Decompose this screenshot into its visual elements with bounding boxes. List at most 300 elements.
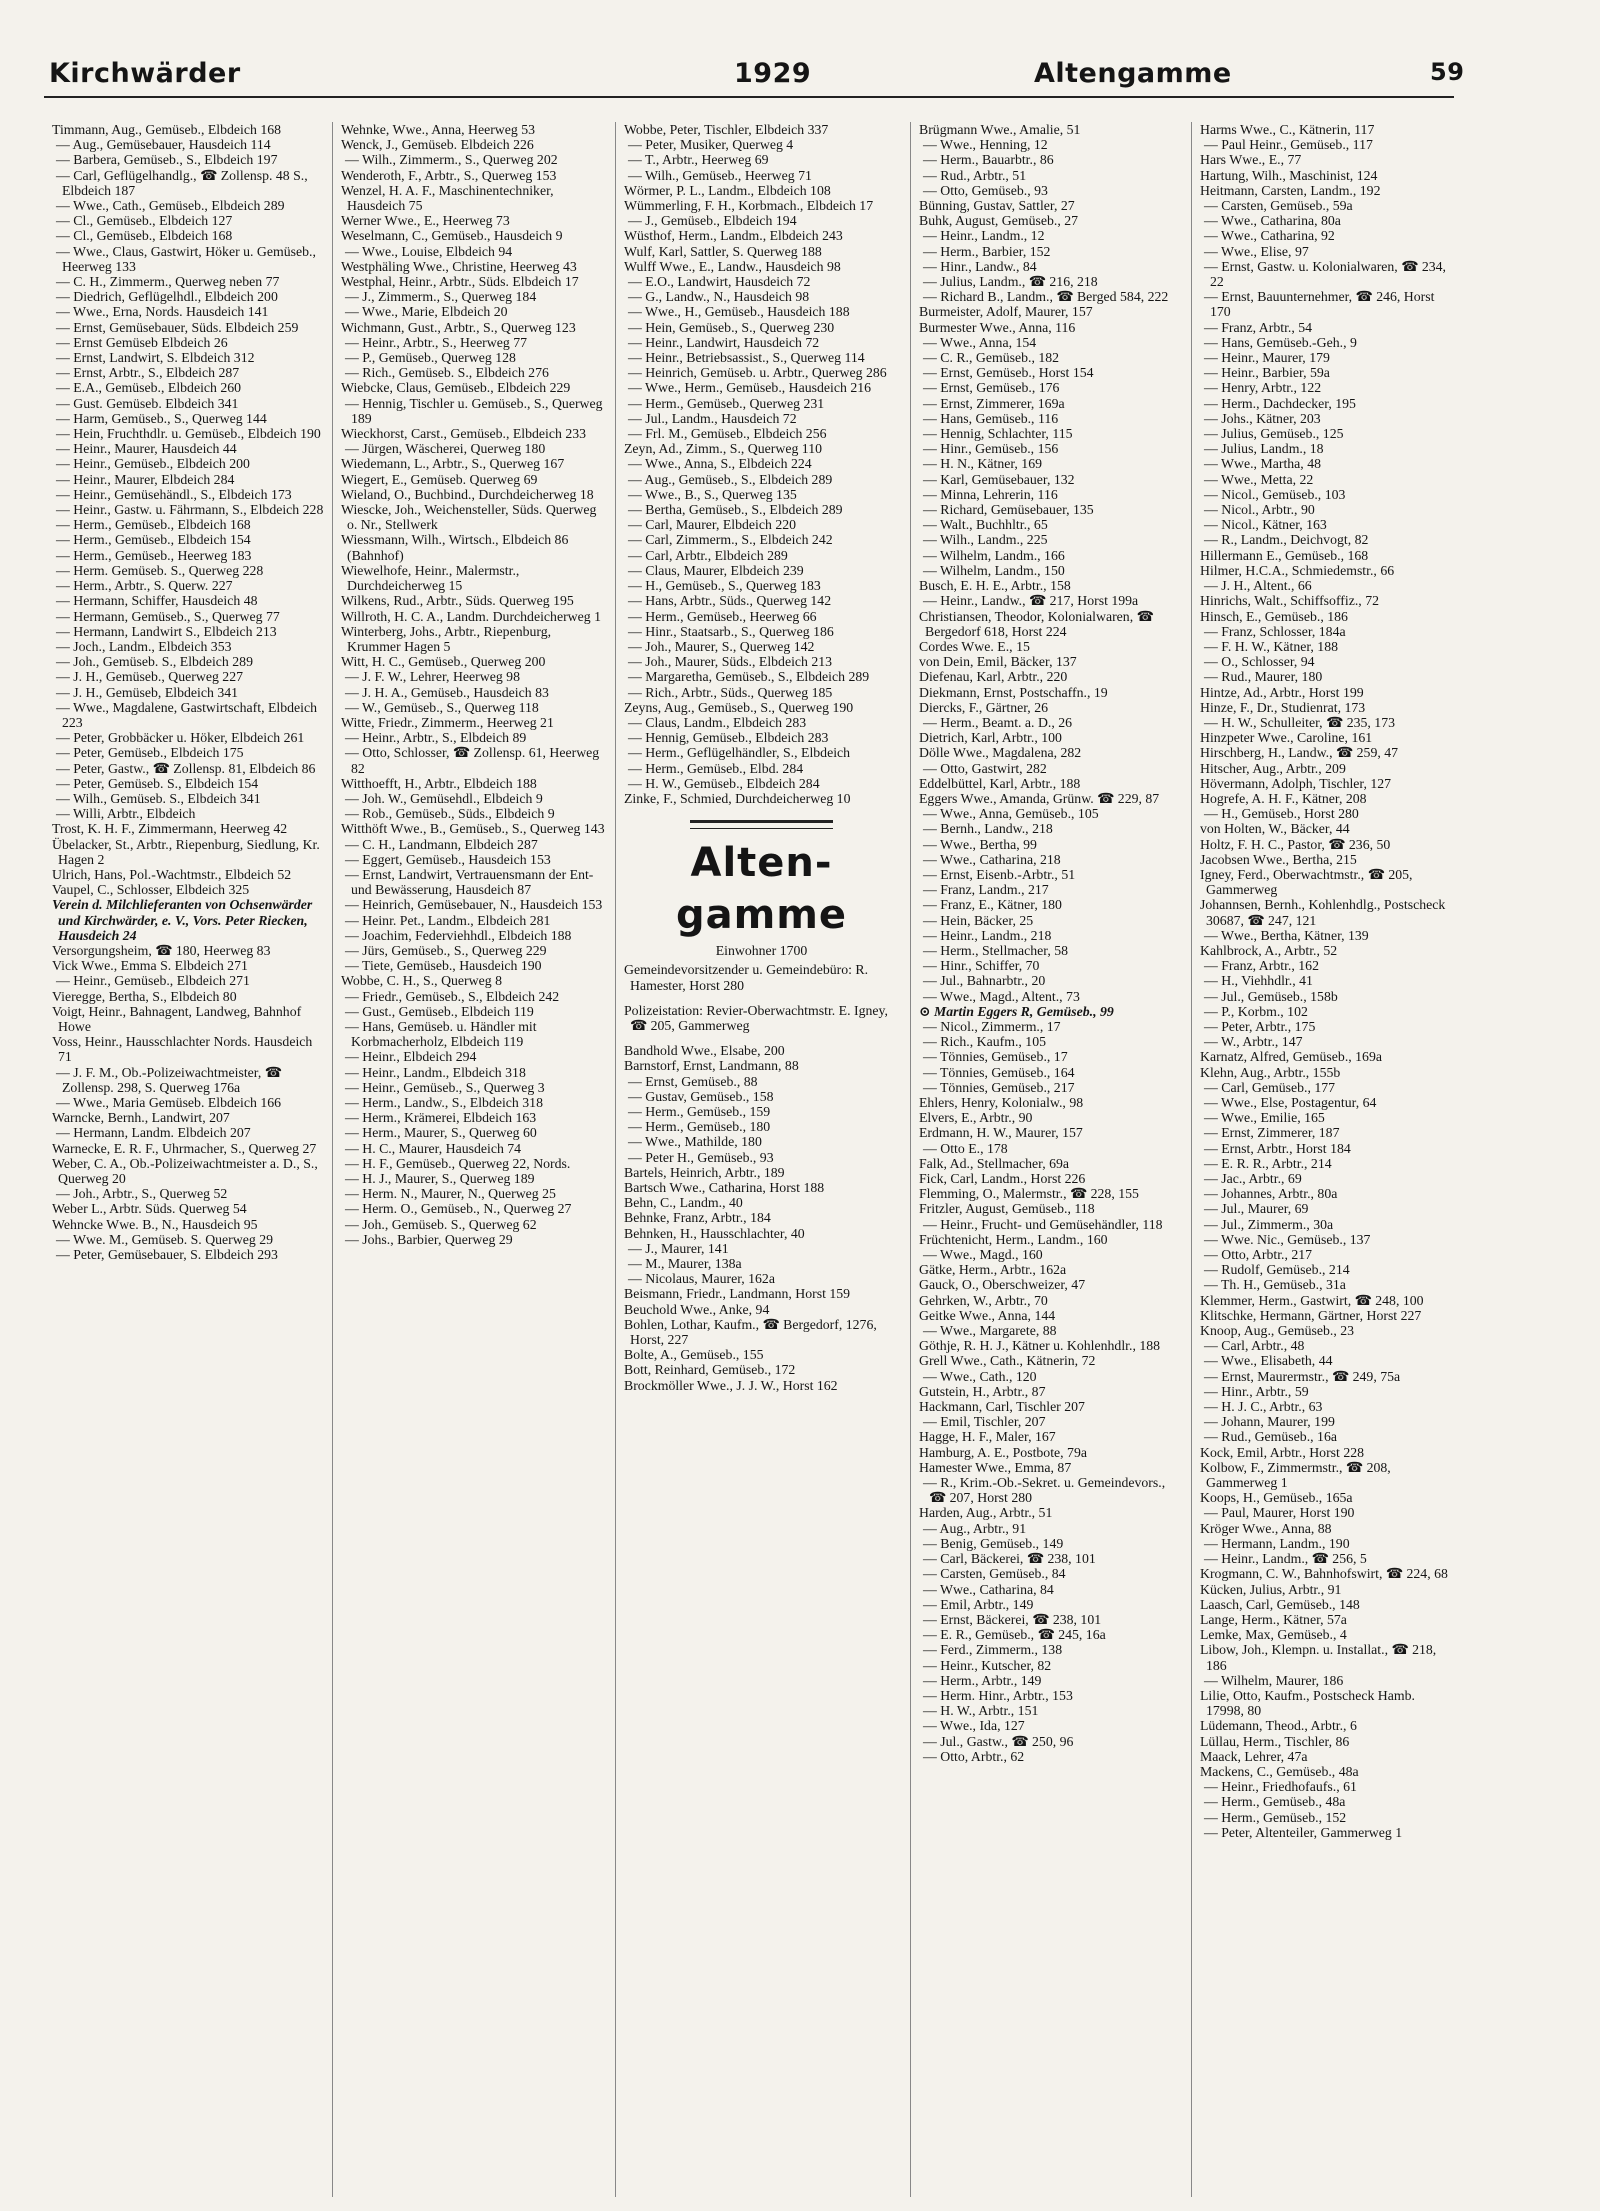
- directory-entry: — Minna, Lehrerin, 116: [923, 486, 1058, 502]
- directory-entry: — Heinr., Maurer, Elbdeich 284: [56, 471, 235, 487]
- directory-entry: Klehn, Aug., Arbtr., 155b: [1200, 1064, 1341, 1080]
- directory-entry: Wümmerling, F. H., Korbmach., Elbdeich 17: [624, 198, 874, 214]
- directory-entry: Weber L., Arbtr. Süds. Querweg 54: [52, 1201, 247, 1217]
- directory-entry: Diefenau, Karl, Arbtr., 220: [919, 669, 1068, 685]
- directory-entry: — Rich., Arbtr., Süds., Querweg 185: [628, 684, 833, 700]
- directory-entry: — Richard, Gemüsebauer, 135: [923, 502, 1094, 518]
- directory-entry: Diekmann, Ernst, Postschaffn., 19: [919, 684, 1108, 700]
- directory-entry: — Ernst, Gemüseb., 176: [923, 380, 1060, 396]
- directory-entry: Hamburg, A. E., Postbote, 79a: [919, 1444, 1087, 1460]
- directory-entry: Lüdemann, Theod., Arbtr., 6: [1200, 1718, 1357, 1734]
- directory-entry: — Wilh., Landm., 225: [923, 532, 1048, 548]
- directory-entry: — Peter, Altenteiler, Gammerweg 1: [1204, 1824, 1403, 1840]
- directory-entry: — Hinr., Landw., 84: [923, 258, 1037, 274]
- directory-entry: Kolbow, F., Zimmermstr., ☎ 208, Gammerweg 1: [1200, 1459, 1391, 1491]
- directory-entry: — Cl., Gemüseb., Elbdeich 127: [56, 213, 233, 229]
- directory-entry: — Wwe., H., Gemüseb., Hausdeich 188: [628, 304, 850, 320]
- directory-entry: — Wwe., Herm., Gemüseb., Hausdeich 216: [628, 380, 872, 396]
- directory-entry: — Herm., Stellmacher, 58: [923, 942, 1069, 958]
- directory-entry: — Benig, Gemüseb., 149: [923, 1535, 1064, 1551]
- directory-entry: — Heinr., Elbdeich 294: [345, 1049, 477, 1065]
- directory-entry: Elvers, E., Arbtr., 90: [919, 1110, 1033, 1126]
- directory-entry: — Herm., Arbtr., 149: [923, 1672, 1042, 1688]
- directory-entry: — Wwe., Claus, Gastwirt, Höker u. Gemüseb., Heerweg 133: [56, 243, 316, 274]
- directory-entry: Wenderoth, F., Arbtr., S., Querweg 153: [341, 167, 557, 183]
- directory-entry: Hackmann, Carl, Tischler 207: [919, 1399, 1085, 1415]
- directory-entry: — Gust., Gemüseb., Elbdeich 119: [345, 1003, 534, 1019]
- directory-entry: — Herm., Gemüseb., 180: [628, 1119, 771, 1135]
- directory-entry: Barnstorf, Ernst, Landmann, 88: [624, 1058, 799, 1074]
- directory-entry: — H., Gemüseb., S., Querweg 183: [628, 578, 821, 594]
- directory-entry: Wobbe, Peter, Tischler, Elbdeich 337: [624, 122, 829, 137]
- directory-entry: — Herm., Beamt. a. D., 26: [923, 714, 1073, 730]
- directory-entry: — Herm., Arbtr., S. Querw. 227: [56, 578, 233, 594]
- directory-entry: Bartels, Heinrich, Arbtr., 189: [624, 1164, 785, 1180]
- directory-entry: — H., Viehhdlr., 41: [1204, 973, 1313, 989]
- directory-entry: von Holten, W., Bäcker, 44: [1200, 821, 1350, 837]
- directory-entry: Geitke Wwe., Anna, 144: [919, 1307, 1056, 1323]
- directory-entry: — Julius, Landm., ☎ 216, 218: [923, 274, 1098, 290]
- directory-entry: — Otto, Arbtr., 217: [1204, 1247, 1313, 1263]
- directory-entry: Witt, H. C., Gemüseb., Querweg 200: [341, 654, 546, 670]
- directory-entry: — Julius, Landm., 18: [1204, 441, 1324, 457]
- directory-entry: Trost, K. H. F., Zimmermann, Heerweg 42: [52, 821, 288, 837]
- directory-entry: Kücken, Julius, Arbtr., 91: [1200, 1581, 1342, 1597]
- directory-entry: — Diedrich, Geflügelhdl., Elbdeich 200: [56, 289, 278, 305]
- directory-entry: — Rich., Gemüseb. S., Elbdeich 276: [345, 365, 549, 381]
- directory-entry: — Wwe., Magd., 160: [923, 1247, 1043, 1263]
- directory-entry: Lemke, Max, Gemüseb., 4: [1200, 1627, 1347, 1643]
- directory-entry: — Carsten, Gemüseb., 84: [923, 1566, 1066, 1582]
- directory-entry: Bandhold Wwe., Elsabe, 200: [624, 1043, 785, 1059]
- directory-entry: Falk, Ad., Stellmacher, 69a: [919, 1155, 1070, 1171]
- directory-entry: ⊙ Martin Eggers R, Gemüseb., 99: [919, 1003, 1114, 1019]
- directory-entry: — Wilh., Zimmerm., S., Querweg 202: [345, 152, 558, 168]
- directory-entry: — Joh., Gemüseb. S., Querweg 62: [345, 1216, 537, 1232]
- directory-entry: — Hinr., Schiffer, 70: [923, 958, 1040, 974]
- directory-entry: — J., Zimmerm., S., Querweg 184: [345, 289, 537, 305]
- directory-entry: Wichmann, Gust., Arbtr., S., Querweg 123: [341, 319, 576, 335]
- directory-entry: — J. H. A., Gemüseb., Hausdeich 83: [345, 684, 549, 700]
- directory-entry: — Carl, Arbtr., Elbdeich 289: [628, 547, 788, 563]
- directory-entry: — Wwe., Else, Postagentur, 64: [1204, 1095, 1377, 1110]
- directory-entry: Libow, Joh., Klempn. u. Installat., ☎ 218, 186: [1200, 1642, 1437, 1673]
- directory-entry: — Carsten, Gemüseb., 59a: [1204, 198, 1353, 214]
- header-left-title: Kirchwärder: [49, 58, 241, 89]
- directory-entry: Hirschberg, H., Landw., ☎ 259, 47: [1200, 745, 1399, 761]
- directory-entry: — Hinr., Staatsarb., S., Querweg 186: [628, 623, 834, 639]
- directory-entry: Jacobsen Wwe., Bertha, 215: [1200, 851, 1357, 867]
- directory-entry: — Herm., Barbier, 152: [923, 243, 1051, 259]
- directory-entry: — Carl, Gemüseb., 177: [1204, 1079, 1336, 1095]
- directory-entry: Witthoefft, H., Arbtr., Elbdeich 188: [341, 775, 537, 791]
- directory-entry: — Wwe., Elise, 97: [1204, 243, 1309, 259]
- directory-entry: — T., Arbtr., Heerweg 69: [628, 152, 769, 168]
- directory-entry: — Wilh., Gemüseb., Heerweg 71: [628, 167, 812, 183]
- directory-entry: — Cl., Gemüseb., Elbdeich 168: [56, 228, 233, 244]
- directory-entry: Fritzler, August, Gemüseb., 118: [919, 1201, 1095, 1217]
- directory-entry: Maack, Lehrer, 47a: [1200, 1748, 1308, 1764]
- directory-entry: — Wwe., Cath., Gemüseb., Elbdeich 289: [56, 198, 285, 214]
- directory-entry: — Wwe., Bertha, 99: [923, 836, 1037, 852]
- directory-entry: — Richard B., Landm., ☎ Berged 584, 222: [923, 289, 1169, 305]
- directory-entry: — Herm. N., Maurer, N., Querweg 25: [345, 1186, 556, 1202]
- directory-entry: — Heinr., Arbtr., S., Elbdeich 89: [345, 730, 527, 746]
- directory-entry: — Otto, Schlosser, ☎ Zollensp. 61, Heerweg 82: [345, 745, 600, 776]
- residents-count: Einwohner 1700: [715, 943, 808, 959]
- directory-entry: — Franz, Landm., 217: [923, 882, 1049, 898]
- directory-entry: — Heinr., Gemüsehändl., S., Elbdeich 173: [56, 486, 292, 502]
- directory-entry: — Heinr., Friedhofaufs., 61: [1204, 1779, 1357, 1795]
- directory-entry: Busch, E. H. E., Arbtr., 158: [919, 578, 1071, 594]
- directory-entry: Wüsthof, Herm., Landm., Elbdeich 243: [624, 228, 843, 244]
- directory-entry: Hamester Wwe., Emma, 87: [919, 1459, 1072, 1475]
- directory-entry: — Johs., Barbier, Querweg 29: [345, 1231, 513, 1247]
- directory-entry: — Nicolaus, Maurer, 162a: [628, 1271, 775, 1287]
- directory-entry: — Peter H., Gemüseb., 93: [628, 1149, 774, 1165]
- directory-entry: Brockmöller Wwe., J. J. W., Horst 162: [624, 1377, 838, 1393]
- directory-entry: Wenck, J., Gemüseb. Elbdeich 226: [341, 137, 534, 153]
- directory-entry: — Carl, Arbtr., 48: [1204, 1338, 1305, 1354]
- directory-entry: — Jul., Maurer, 69: [1204, 1201, 1309, 1217]
- directory-entry: — Herm., Landw., S., Elbdeich 318: [345, 1095, 543, 1110]
- directory-entry: Früchtenicht, Herm., Landm., 160: [919, 1231, 1108, 1247]
- directory-entry: — Ernst, Arbtr., Horst 184: [1204, 1140, 1351, 1156]
- directory-entry: — Hans, Gemüseb.-Geh., 9: [1204, 334, 1357, 350]
- directory-entry: — Wilhelm, Landm., 150: [923, 562, 1065, 578]
- directory-entry: — Ernst, Bauunternehmer, ☎ 246, Horst 170: [1204, 289, 1435, 320]
- directory-entry: Voss, Heinr., Hausschlachter Nords. Hausdeich 71: [52, 1034, 313, 1065]
- directory-entry: — J. H., Gemüseb., Querweg 227: [56, 669, 243, 685]
- directory-entry: — Jul., Gastw., ☎ 250, 96: [923, 1733, 1074, 1749]
- directory-entry: — Tiete, Gemüseb., Hausdeich 190: [345, 958, 542, 974]
- directory-entry: — Heinr., Landm., ☎ 256, 5: [1204, 1551, 1367, 1567]
- directory-entry: Verein d. Milchlieferanten von Ochsenwärder und Kirchwärder, e. V., Vors. Peter Riecken, Hausdeich 24: [52, 897, 313, 943]
- directory-entry: Lilie, Otto, Kaufm., Postscheck Hamb. 17998, 80: [1200, 1687, 1415, 1719]
- directory-entry: Hövermann, Adolph, Tischler, 127: [1200, 775, 1392, 791]
- directory-entry: Kahlbrock, A., Arbtr., 52: [1200, 942, 1338, 958]
- directory-entry: Hartung, Wilh., Maschinist, 124: [1200, 167, 1378, 183]
- directory-entry: Hinrichs, Walt., Schiffsoffiz., 72: [1200, 593, 1379, 609]
- directory-entry: — Joh., Maurer, Süds., Elbdeich 213: [628, 654, 833, 670]
- directory-entry: — Herm. Gemüseb. S., Querweg 228: [56, 562, 264, 578]
- directory-entry: — E. R. R., Arbtr., 214: [1204, 1155, 1332, 1171]
- directory-entry: — Hermann, Gemüseb., S., Querweg 77: [56, 608, 280, 624]
- directory-entry: Wiedemann, L., Arbtr., S., Querweg 167: [341, 456, 565, 472]
- directory-entry: — Wwe., Magdalene, Gastwirtschaft, Elbdeich 223: [56, 699, 318, 730]
- directory-entry: — Hermann, Schiffer, Hausdeich 48: [56, 593, 258, 609]
- directory-entry: — Friedr., Gemüseb., S., Elbdeich 242: [345, 988, 560, 1004]
- directory-entry: — Herm., Krämerei, Elbdeich 163: [345, 1110, 537, 1126]
- directory-entry: Burmester Wwe., Anna, 116: [919, 319, 1076, 335]
- directory-entry: — J. F. M., Ob.-Polizeiwachtmeister, ☎ Zollensp. 298, S. Querweg 176a: [56, 1064, 282, 1095]
- directory-entry: — Nicol., Kätner, 163: [1204, 517, 1327, 533]
- directory-entry: Wiessmann, Wilh., Wirtsch., Elbdeich 86 (Bahnhof): [341, 532, 569, 563]
- directory-entry: — Carl, Geflügelhandlg., ☎ Zollensp. 48 S., Elbdeich 187: [56, 167, 308, 198]
- directory-entry: — Ernst, Arbtr., S., Elbdeich 287: [56, 365, 240, 381]
- directory-entry: Willroth, H. C. A., Landm. Durchdeicherweg 1: [341, 608, 601, 624]
- directory-entry: Beuchold Wwe., Anke, 94: [624, 1301, 770, 1317]
- directory-entry: — Gustav, Gemüseb., 158: [628, 1088, 774, 1104]
- directory-entry: — Hinr., Gemüseb., 156: [923, 441, 1059, 457]
- directory-entry: — Herm., Bauarbtr., 86: [923, 152, 1054, 168]
- directory-entry: — Peter, Musiker, Querweg 4: [628, 137, 794, 153]
- directory-entry: Knoop, Aug., Gemüseb., 23: [1200, 1323, 1355, 1339]
- directory-entry: Wulff Wwe., E., Landw., Hausdeich 98: [624, 258, 841, 274]
- directory-entry: Hinze, F., Dr., Studienrat, 173: [1200, 699, 1366, 715]
- directory-entry: — Joh., Gemüseb. S., Elbdeich 289: [56, 654, 253, 670]
- directory-entry: — Wwe., Cath., 120: [923, 1368, 1037, 1384]
- directory-entry: — Herm., Dachdecker, 195: [1204, 395, 1356, 411]
- directory-entry: — J. F. W., Lehrer, Heerweg 98: [345, 669, 520, 685]
- directory-entry: — Ferd., Zimmerm., 138: [923, 1642, 1063, 1658]
- directory-entry: Mackens, C., Gemüseb., 48a: [1200, 1763, 1359, 1779]
- directory-entry: Hilmer, H.C.A., Schmiedemstr., 66: [1200, 562, 1395, 578]
- directory-entry: — H. N., Kätner, 169: [923, 456, 1042, 472]
- directory-entry: — Hans, Gemüseb. u. Händler mit Korbmacherholz, Elbdeich 119: [345, 1018, 537, 1050]
- directory-entry: — Wwe., Catharina, 80a: [1204, 213, 1341, 229]
- directory-entry: Behnken, H., Hausschlachter, 40: [624, 1225, 805, 1241]
- directory-entry: — H. W., Schulleiter, ☎ 235, 173: [1204, 714, 1396, 730]
- directory-entry: — Emil, Tischler, 207: [923, 1414, 1046, 1430]
- directory-entry: — Hinr., Arbtr., 59: [1204, 1383, 1309, 1399]
- directory-entry: Timmann, Aug., Gemüseb., Elbdeich 168: [52, 122, 282, 137]
- directory-entry: — P., Korbm., 102: [1204, 1003, 1308, 1019]
- directory-entry: — Eggert, Gemüseb., Hausdeich 153: [345, 851, 551, 867]
- directory-entry: Warncke, Bernh., Landwirt, 207: [52, 1110, 230, 1126]
- directory-entry: — Wwe., Catharina, 92: [1204, 228, 1335, 244]
- directory-entry: — J., Maurer, 141: [628, 1240, 729, 1256]
- directory-entry: Wiescke, Joh., Weichensteller, Süds. Querweg o. Nr., Stellwerk: [341, 502, 597, 533]
- directory-entry: Burmeister, Adolf, Maurer, 157: [919, 304, 1093, 320]
- directory-entry: — Ernst, Zimmerer, 187: [1204, 1125, 1340, 1141]
- directory-entry: — J. H., Altent., 66: [1204, 578, 1312, 594]
- directory-entry: — Herm., Gemüseb., Heerweg 183: [56, 547, 252, 563]
- directory-entry: Hillermann E., Gemüseb., 168: [1200, 547, 1369, 563]
- directory-entry: — Aug., Gemüseb., S., Elbdeich 289: [628, 471, 833, 487]
- directory-entry: — Hennig, Schlachter, 115: [923, 426, 1073, 442]
- directory-entry: — Karl, Gemüsebauer, 132: [923, 471, 1075, 487]
- directory-entry: — Ernst, Eisenb.-Arbtr., 51: [923, 866, 1076, 882]
- directory-entry: — Wwe., Marie, Elbdeich 20: [345, 304, 508, 320]
- directory-entry: — Barbera, Gemüseb., S., Elbdeich 197: [56, 152, 278, 168]
- directory-entry: — R., Landm., Deichvogt, 82: [1204, 532, 1369, 548]
- directory-entry: — Wwe., Maria Gemüseb. Elbdeich 166: [56, 1095, 282, 1110]
- directory-entry: — Wwe., Henning, 12: [923, 137, 1048, 153]
- directory-entry: Johannsen, Bernh., Kohlenhdlg., Postscheck 30687, ☎ 247, 121: [1200, 897, 1446, 928]
- directory-entry: — H. J., Maurer, S., Querweg 189: [345, 1171, 535, 1187]
- directory-entry: — Heinr., Landm., 12: [923, 228, 1045, 244]
- directory-entry: — Herm., Gemüseb., Elbdeich 154: [56, 532, 251, 548]
- directory-entry: Winterberg, Johs., Arbtr., Riepenburg, Krummer Hagen 5: [341, 623, 552, 654]
- page-header: [44, 56, 1465, 98]
- directory-entry: — H. C., Maurer, Hausdeich 74: [345, 1140, 522, 1156]
- directory-entry: Christiansen, Theodor, Kolonialwaren, ☎ Bergedorf 618, Horst 224: [919, 608, 1154, 639]
- directory-entry: — Paul, Maurer, Horst 190: [1204, 1505, 1355, 1521]
- header-year: 1929: [734, 58, 812, 89]
- directory-entry: — Peter, Gemüseb., Elbdeich 175: [56, 745, 244, 761]
- directory-entry: Wiebcke, Claus, Gemüseb., Elbdeich 229: [341, 380, 571, 396]
- directory-entry: — Peter, Gemüsebauer, S. Elbdeich 293: [56, 1247, 278, 1263]
- directory-entry: Kröger Wwe., Anna, 88: [1200, 1520, 1332, 1536]
- directory-entry: — Wilhelm, Maurer, 186: [1204, 1672, 1344, 1688]
- directory-entry: — Hein, Gemüseb., S., Querweg 230: [628, 319, 835, 335]
- directory-entry: — Wwe., Anna, 154: [923, 334, 1037, 350]
- directory-entry: — H. W., Gemüseb., Elbdeich 284: [628, 775, 820, 791]
- column-3: [615, 122, 907, 2197]
- directory-entry: — Rich., Kaufm., 105: [923, 1034, 1047, 1050]
- directory-entry: — J. H., Gemüseb, Elbdeich 341: [56, 684, 239, 700]
- directory-entry: — Peter, Arbtr., 175: [1204, 1018, 1316, 1034]
- directory-entry: Ehlers, Henry, Kolonialw., 98: [919, 1095, 1084, 1110]
- directory-entry: Bolte, A., Gemüseb., 155: [624, 1347, 764, 1363]
- directory-entry: — Franz, Arbtr., 162: [1204, 958, 1319, 974]
- column-4: [910, 122, 1188, 2197]
- directory-entry: Westphäling Wwe., Christine, Heerweg 43: [341, 258, 577, 274]
- directory-entry: Krogmann, C. W., Bahnhofswirt, ☎ 224, 68: [1200, 1566, 1448, 1582]
- directory-entry: — Ernst, Gemüseb., Horst 154: [923, 365, 1094, 381]
- directory-entry: — Joh. W., Gemüsehdl., Elbdeich 9: [345, 790, 543, 806]
- directory-entry: — Wwe., Catharina, 84: [923, 1581, 1054, 1597]
- directory-entry: — Herm., Geflügelhändler, S., Elbdeich: [628, 745, 851, 761]
- directory-entry: — Peter, Grobbäcker u. Höker, Elbdeich 261: [56, 730, 305, 746]
- directory-entry: Laasch, Carl, Gemüseb., 148: [1200, 1596, 1360, 1612]
- directory-entry: Wenzel, H. A. F., Maschinentechniker, Hausdeich 75: [341, 182, 554, 214]
- directory-entry: — Jul., Bahnarbtr., 20: [923, 973, 1046, 989]
- directory-entry: Gutstein, H., Arbtr., 87: [919, 1383, 1046, 1399]
- directory-entry: — Tönnies, Gemüseb., 164: [923, 1064, 1075, 1080]
- directory-entry: — C. H., Landmann, Elbdeich 287: [345, 836, 538, 852]
- directory-entry: — Wwe., Anna, S., Elbdeich 224: [628, 456, 812, 472]
- directory-entry: Flemming, O., Malermstr., ☎ 228, 155: [919, 1186, 1139, 1202]
- directory-entry: Karnatz, Alfred, Gemüseb., 169a: [1200, 1049, 1382, 1065]
- directory-entry: — Wwe., Catharina, 218: [923, 851, 1061, 867]
- directory-entry: — Herm., Gemüseb., 48a: [1204, 1794, 1346, 1810]
- directory-entry: Hinzpeter Wwe., Caroline, 161: [1200, 730, 1373, 746]
- directory-entry: von Dein, Emil, Bäcker, 137: [919, 654, 1077, 670]
- directory-entry: — Nicol., Arbtr., 90: [1204, 502, 1315, 518]
- directory-entry: Voigt, Heinr., Bahnagent, Landweg, Bahnhof Howe: [52, 1003, 302, 1034]
- directory-entry: Klitschke, Hermann, Gärtner, Horst 227: [1200, 1307, 1422, 1323]
- directory-entry: — Rud., Arbtr., 51: [923, 167, 1027, 183]
- directory-entry: Cordes Wwe. E., 15: [919, 638, 1030, 654]
- directory-entry: — Heinr., Gemüseb., S., Querweg 3: [345, 1079, 545, 1095]
- directory-entry: Wehnke, Wwe., Anna, Heerweg 53: [341, 122, 536, 137]
- directory-entry: — C. R., Gemüseb., 182: [923, 350, 1060, 366]
- directory-entry: — Ernst, Bäckerei, ☎ 238, 101: [923, 1611, 1102, 1627]
- directory-entry: Gehrken, W., Arbtr., 70: [919, 1292, 1048, 1308]
- directory-entry: — Jürs, Gemüseb., S., Querweg 229: [345, 942, 547, 958]
- directory-entry: — O., Schlosser, 94: [1204, 654, 1315, 670]
- directory-entry: Zeyns, Aug., Gemüseb., S., Querweg 190: [624, 699, 854, 715]
- directory-entry: — H. J. C., Arbtr., 63: [1204, 1399, 1323, 1415]
- directory-entry: — Bernh., Landw., 218: [923, 821, 1053, 837]
- directory-entry: — Heinr., Arbtr., S., Heerweg 77: [345, 334, 528, 350]
- directory-entry: — Heinr., Barbier, 59a: [1204, 365, 1330, 381]
- directory-entry: — Claus, Landm., Elbdeich 283: [628, 714, 807, 730]
- directory-entry: Wehncke Wwe. B., N., Hausdeich 95: [52, 1216, 258, 1232]
- directory-entry: Werner Wwe., E., Heerweg 73: [341, 213, 510, 229]
- directory-entry: — R., Krim.-Ob.-Sekret. u. Gemeindevors., ☎ 207, Horst 280: [923, 1475, 1166, 1506]
- directory-entry: — W., Gemüseb., S., Querweg 118: [345, 699, 539, 715]
- directory-entry: — Johs., Kätner, 203: [1204, 410, 1321, 426]
- directory-entry: Zeyn, Ad., Zimm., S., Querweg 110: [624, 441, 822, 457]
- directory-entry: — Hennig, Tischler u. Gemüseb., S., Querweg 189: [345, 395, 603, 426]
- directory-entry: — Ernst, Maurermstr., ☎ 249, 75a: [1204, 1368, 1401, 1384]
- section-title-line-1: Alten-: [690, 840, 833, 887]
- directory-entry: — Ernst, Landwirt, Vertrauensmann der Ent- und Bewässerung, Hausdeich 87: [345, 866, 594, 898]
- directory-entry: — Wwe., Martha, 48: [1204, 456, 1321, 472]
- directory-entry: Harms Wwe., C., Kätnerin, 117: [1200, 122, 1375, 137]
- directory-entry: — Wwe., Ida, 127: [923, 1718, 1025, 1734]
- directory-entry: — Wwe., Mathilde, 180: [628, 1134, 762, 1150]
- directory-entry: Witte, Friedr., Zimmerm., Heerweg 21: [341, 714, 554, 730]
- directory-entry: Vaupel, C., Schlosser, Elbdeich 325: [52, 882, 250, 898]
- header-right-title: Altengamme: [1034, 58, 1232, 89]
- directory-entry: — Carl, Maurer, Elbdeich 220: [628, 517, 797, 533]
- directory-entry: Vieregge, Bertha, S., Elbdeich 80: [52, 988, 237, 1004]
- directory-entry: — Jul., Zimmerm., 30a: [1204, 1216, 1334, 1232]
- directory-entry: — Willi, Arbtr., Elbdeich: [56, 806, 196, 822]
- directory-entry: Eddelbüttel, Karl, Arbtr., 188: [919, 775, 1081, 791]
- directory-entry: — Harm, Gemüseb., S., Querweg 144: [56, 410, 267, 426]
- directory-entry: Grell Wwe., Cath., Kätnerin, 72: [919, 1353, 1096, 1369]
- directory-entry: — Johann, Maurer, 199: [1204, 1414, 1335, 1430]
- directory-entry: — Hein, Bäcker, 25: [923, 912, 1034, 928]
- directory-entry: Klemmer, Herm., Gastwirt, ☎ 248, 100: [1200, 1292, 1424, 1308]
- police-info: Polizeistation: Revier-Oberwachtmstr. E. Igney, ☎ 205, Gammerweg: [624, 1002, 888, 1033]
- directory-entry: — Nicol., Zimmerm., 17: [923, 1018, 1061, 1034]
- directory-entry: — Wilhelm, Landm., 166: [923, 547, 1065, 563]
- directory-entry: — Heinr., Landwirt, Hausdeich 72: [628, 334, 820, 350]
- directory-entry: — Joh., Maurer, S., Querweg 142: [628, 638, 815, 654]
- directory-entry: Beismann, Friedr., Landmann, Horst 159: [624, 1286, 851, 1302]
- section-divider: [690, 820, 833, 829]
- directory-entry: — Wilh., Gemüseb. S., Elbdeich 341: [56, 790, 261, 806]
- directory-entry: — Claus, Maurer, Elbdeich 239: [628, 562, 804, 578]
- directory-entry: — Heinr., Maurer, Hausdeich 44: [56, 441, 237, 457]
- directory-entry: Bünning, Gustav, Sattler, 27: [919, 198, 1075, 214]
- directory-entry: — Wwe., Elisabeth, 44: [1204, 1353, 1333, 1369]
- directory-entry: — Heinr., Landm., Elbdeich 318: [345, 1064, 526, 1080]
- directory-entry: — Jac., Arbtr., 69: [1204, 1171, 1302, 1187]
- directory-entry: — Aug., Arbtr., 91: [923, 1520, 1027, 1536]
- directory-entry: — W., Arbtr., 147: [1204, 1034, 1303, 1050]
- directory-entry: Kock, Emil, Arbtr., Horst 228: [1200, 1444, 1365, 1460]
- directory-entry: Behnke, Franz, Arbtr., 184: [624, 1210, 771, 1226]
- directory-entry: Dölle Wwe., Magdalena, 282: [919, 745, 1082, 761]
- column-1: [44, 122, 329, 2197]
- directory-entry: — Julius, Gemüseb., 125: [1204, 426, 1344, 442]
- directory-entry: — C. H., Zimmerm., Querweg neben 77: [56, 274, 280, 290]
- directory-entry: — Heinrich, Gemüsebauer, N., Hausdeich 153: [345, 897, 603, 913]
- directory-entry: Igney, Ferd., Oberwachtmstr., ☎ 205, Gammerweg: [1200, 866, 1413, 898]
- section-title-line-2: gamme: [675, 892, 848, 939]
- directory-entry: — Rob., Gemüseb., Süds., Elbdeich 9: [345, 806, 555, 822]
- directory-entry: — Wwe. M., Gemüseb. S. Querweg 29: [56, 1231, 274, 1247]
- directory-entry: — Wwe., B., S., Querweg 135: [628, 486, 797, 502]
- directory-entry: — Herm., Gemüseb., Elbd. 284: [628, 760, 804, 776]
- directory-entry: Holtz, F. H. C., Pastor, ☎ 236, 50: [1200, 836, 1391, 852]
- directory-entry: — Joch., Landm., Elbdeich 353: [56, 638, 232, 654]
- directory-entry: — Rud., Maurer, 180: [1204, 669, 1323, 685]
- directory-entry: — Herm., Gemüseb., Heerweg 66: [628, 608, 817, 624]
- directory-entry: — Emil, Arbtr., 149: [923, 1596, 1034, 1612]
- directory-entry: — Otto, Gemüseb., 93: [923, 182, 1048, 198]
- directory-entry: — Wwe., Margarete, 88: [923, 1323, 1057, 1339]
- directory-entry: — M., Maurer, 138a: [628, 1256, 742, 1271]
- directory-entry: — Bertha, Gemüseb., S., Elbdeich 289: [628, 502, 843, 518]
